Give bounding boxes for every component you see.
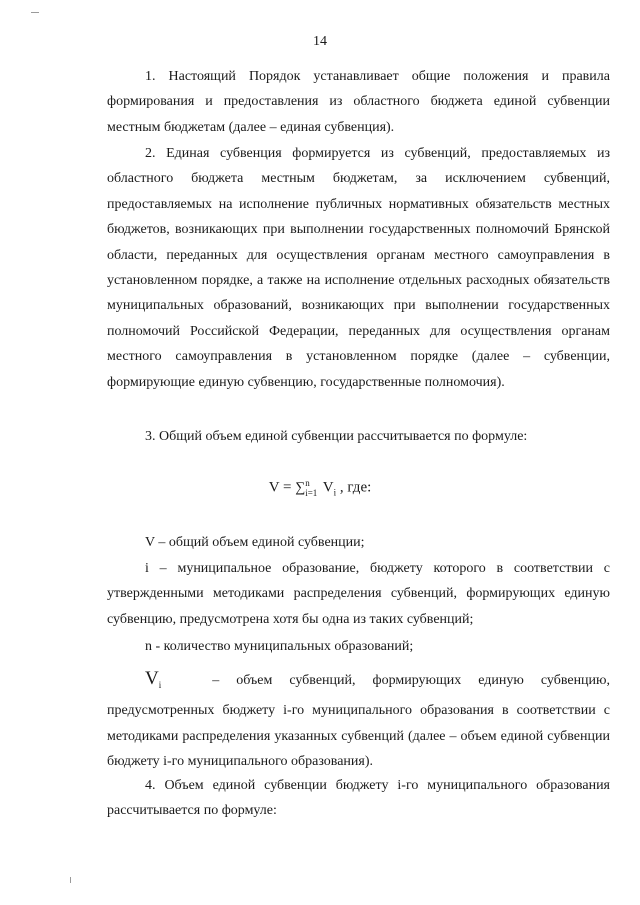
definition-n: n - количество муниципальных образований; xyxy=(145,639,414,654)
sum-lower: i=1 xyxy=(305,488,318,498)
paragraph-3-block xyxy=(107,424,610,449)
paragraph-1-block xyxy=(107,64,610,140)
definition-vi-block xyxy=(107,666,610,775)
definition-i-block xyxy=(107,556,610,632)
vi-symbol-sub: i xyxy=(158,680,162,690)
scan-mark xyxy=(70,877,71,883)
definition-n-block xyxy=(107,634,610,659)
formula-equals: = xyxy=(283,479,292,496)
formula-tail: , где: xyxy=(339,479,372,496)
page-number: 14 xyxy=(313,34,327,49)
formula-term: V xyxy=(322,479,334,496)
paragraph-2: 2. Единая субвенция формируется из субвенций, предоставляемых из областного бюджета местным бюджетам, за исключением субвенций, предоставляемых на исполнение публичных нормативных обязательств местных бюджетов, возникающих при выполнении государственных полномочий Брянской области, переданных для осуществления органам местного самоуправления в установленном порядке, а также на исполнение отдельных расходных обязательств муниципальных образований, возникающих при выполнении государственных полномочий Российской Федерации, переданных для осуществления органам местного самоуправления в установленном порядке (далее – субвенции, формирующие единую субвенцию, государственные полномочия). xyxy=(107,146,610,390)
definition-v-block xyxy=(107,530,610,555)
definition-vi-text: – объем субвенций, формирующих единую субвенцию, предусмотренных бюджету i-го муниципального образования в соответствии с методиками распределения указанных субвенций (далее – объем единой субвенции бюджету i-го муниципального образования). xyxy=(107,673,611,770)
paragraph-2-block xyxy=(107,141,610,395)
sum-limits xyxy=(305,478,317,498)
formula-total xyxy=(0,478,640,498)
paragraph-1: 1. Настоящий Порядок устанавливает общие положения и правила формирования и предоставления из областного бюджета единой субвенции местным бюджетам (далее – единая субвенция). xyxy=(107,69,610,135)
sum-symbol: ∑ xyxy=(295,480,306,496)
vi-symbol-letter: V xyxy=(145,668,159,689)
formula-term-sub: i xyxy=(333,487,337,498)
scan-mark xyxy=(31,12,39,13)
paragraph-3: 3. Общий объем единой субвенции рассчитывается по формуле: xyxy=(145,429,528,444)
paragraph-4: 4. Объем единой субвенции бюджету i-го муниципального образования рассчитывается по формуле: xyxy=(107,778,610,819)
sum-upper: n xyxy=(305,478,310,488)
definition-i: i – муниципальное образование, бюджету которого в соответствии с утвержденными методиками распределения субвенций, формирующих единую субвенцию, предусмотрена хотя бы одна из таких субвенций; xyxy=(107,561,610,627)
definition-v: V – общий объем единой субвенции; xyxy=(145,535,365,550)
paragraph-4-block xyxy=(107,773,610,824)
formula-lhs: V xyxy=(268,479,280,496)
definition-vi xyxy=(107,666,610,775)
